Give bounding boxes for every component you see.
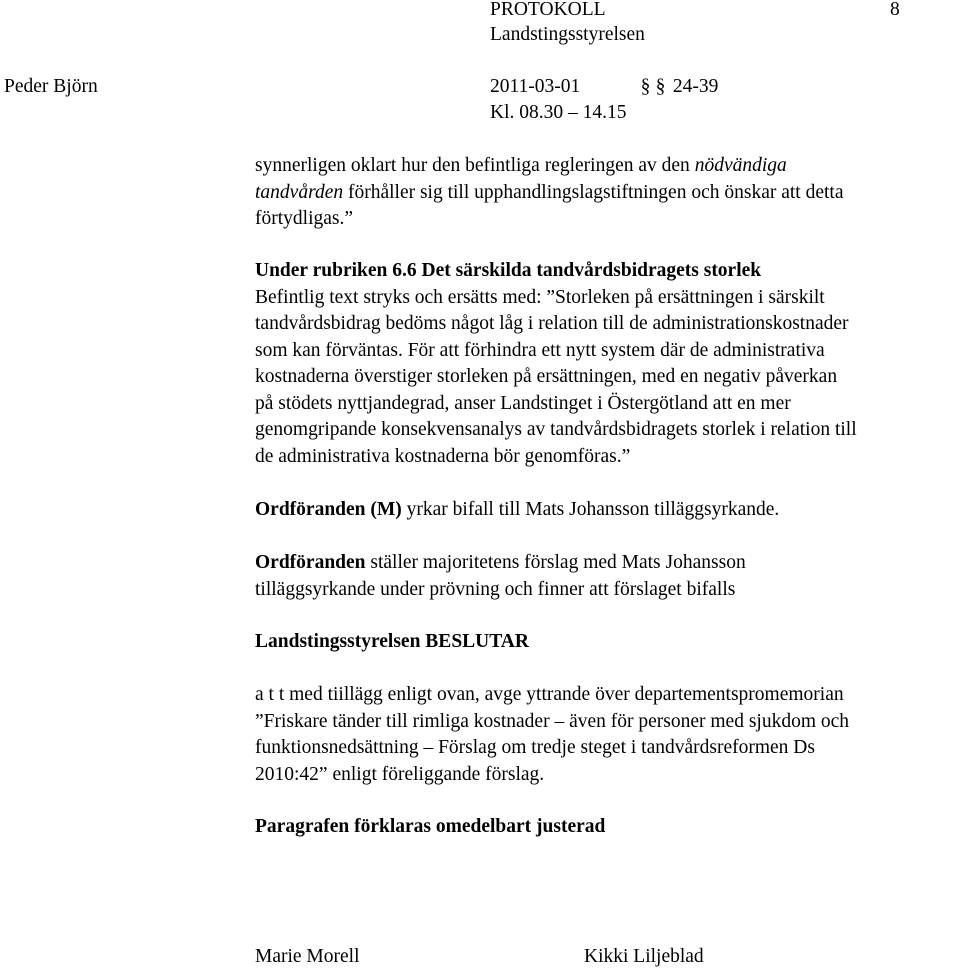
decision-heading-block: [255, 629, 960, 656]
closing-statement: Paragrafen förklaras omedelbart justerad: [255, 816, 606, 837]
paragraph-numbers: 24-39: [672, 76, 719, 97]
question-text: ställer majoritetens förslag med Mats Johansson: [365, 552, 746, 573]
rubric-line: Befintlig text stryks och ersätts med: ”Storleken på ersättningen i särskilt: [255, 286, 825, 308]
paragraph-range: [638, 74, 718, 100]
intro-paragraph: [255, 153, 960, 233]
decision-line: ”Friskare tänder till rimliga kostnader – även för personer med sjukdom och: [255, 710, 850, 732]
motion-paragraph: [255, 497, 960, 524]
rubric-line: som kan förväntas. För att förhindra ett nytt system där de administrativa: [255, 339, 825, 361]
rubric-section: [255, 258, 960, 470]
page-number: 8: [890, 0, 900, 20]
question-speaker: Ordföranden: [255, 552, 366, 573]
decision-paragraph: [255, 682, 960, 788]
rubric-line: genomgripande konsekvensanalys av tandvårdsbidragets storlek i relation till: [255, 419, 857, 440]
decision-line: 2010:42” enligt föreliggande förslag.: [255, 763, 545, 785]
decision-line: a t t med tiillägg enligt ovan, avge yttrande över departementspromemorian: [255, 684, 844, 705]
paragraph-symbol: §: [640, 76, 651, 97]
closing-block: [255, 814, 960, 841]
intro-line-1: synnerligen oklart hur den befintliga regleringen av den nödvändiga: [255, 155, 787, 176]
rubric-line: tandvårdsbidrag bedöms något låg i relation till de administrationskostnader: [255, 313, 849, 334]
intro-line-2: tandvården förhåller sig till upphandlingslagstiftningen och önskar att detta: [255, 181, 844, 203]
doc-type: PROTOKOLL: [490, 0, 606, 20]
rubric-heading: Under rubriken 6.6 Det särskilda tandvårdsbidragets storlek: [255, 260, 762, 281]
rubric-line: de administrativa kostnaderna bör genomföras.”: [255, 445, 631, 467]
signature-right: Kikki Liljeblad: [584, 946, 704, 967]
motion-text: yrkar bifall till Mats Johansson tilläggsyrkande.: [401, 499, 780, 520]
meeting-date: 2011-03-01: [490, 76, 581, 97]
question-line-2: tilläggsyrkande under prövning och finner att förslaget bifalls: [255, 578, 736, 600]
decision-line: funktionsnedsättning – Förslag om tredje steget i tandvårdsreformen Ds: [255, 737, 815, 758]
question-paragraph: [255, 550, 960, 603]
intro-line-3: förtydligas.”: [255, 208, 354, 229]
organization: Landstingsstyrelsen: [490, 24, 645, 45]
author: Peder Björn: [4, 76, 98, 97]
rubric-line: kostnaderna överstiger storleken på ersättningen, med en negativ påverkan: [255, 366, 838, 387]
paragraph-symbol-2: §: [655, 76, 666, 97]
meeting-time: Kl. 08.30 – 14.15: [490, 102, 627, 123]
rubric-line: på stödets nyttjandegrad, anser Landstinget i Östergötland att en mer: [255, 392, 791, 414]
motion-speaker: Ordföranden (M): [255, 499, 402, 520]
signature-left: Marie Morell: [255, 946, 360, 967]
decision-heading: Landstingsstyrelsen BESLUTAR: [255, 631, 529, 652]
